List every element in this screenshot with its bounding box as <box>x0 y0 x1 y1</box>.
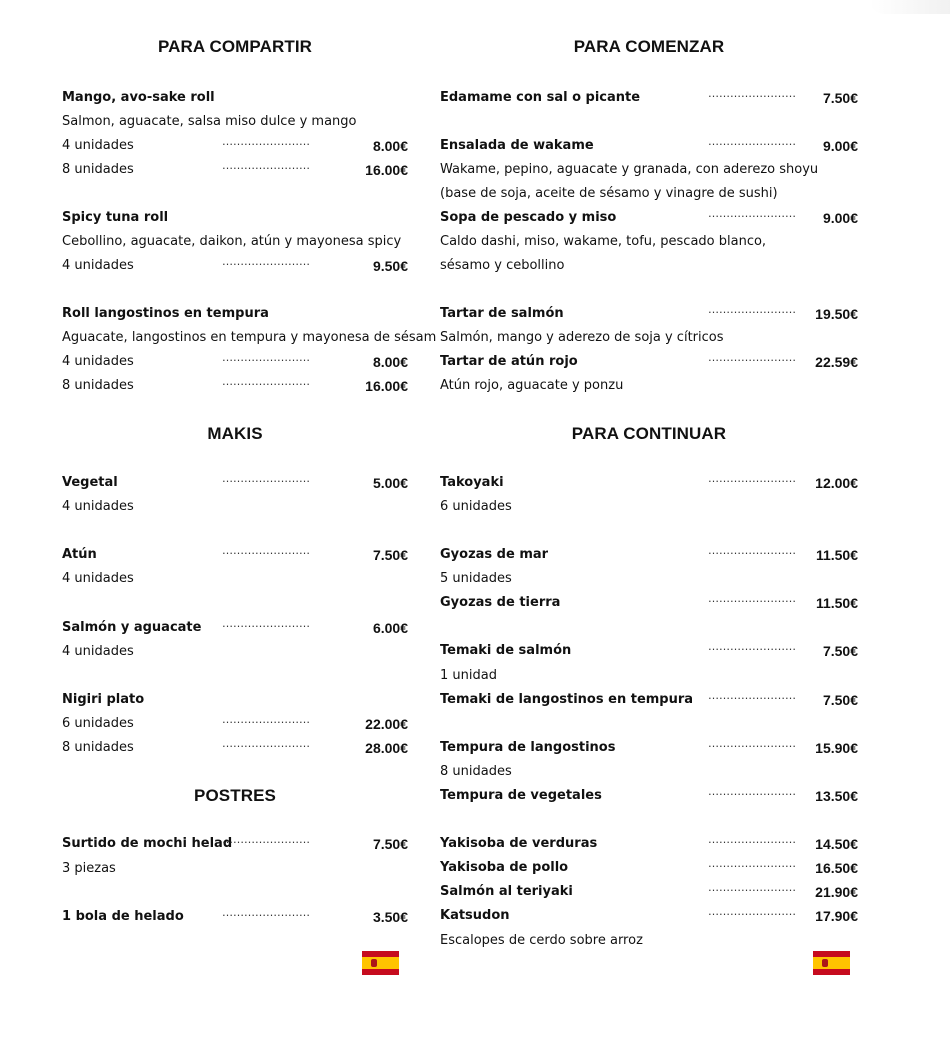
item-price: 21.90€ <box>815 884 858 900</box>
dot-leader: …………………… <box>708 351 796 364</box>
dot-leader: …………………… <box>222 135 310 148</box>
item-units: 6 unidades <box>440 499 512 514</box>
variant-units: 6 unidades <box>62 716 134 731</box>
item-variant <box>62 256 408 276</box>
item-price: 16.50€ <box>815 860 858 876</box>
item-name: Vegetal <box>62 475 118 490</box>
page-corner-shadow <box>870 0 950 14</box>
item-tartar-salmon <box>440 304 858 324</box>
item-price: 16.00€ <box>365 378 408 394</box>
variant-units: 8 unidades <box>62 162 134 177</box>
item-price: 7.50€ <box>822 90 858 106</box>
item-units: 8 unidades <box>440 764 512 779</box>
item-tempura-langostinos <box>440 738 858 758</box>
dot-leader: …………………… <box>708 905 796 918</box>
right-column <box>440 0 858 1056</box>
item-description: Atún rojo, aguacate y ponzu <box>440 378 624 393</box>
item-variant <box>62 714 408 734</box>
dot-leader: …………………… <box>708 303 796 316</box>
variant-units: 4 unidades <box>62 354 134 369</box>
item-price: 19.50€ <box>815 306 858 322</box>
dot-leader: …………………… <box>708 544 796 557</box>
item-description: Caldo dashi, miso, wakame, tofu, pescado blanco, <box>440 234 767 249</box>
dot-leader: …………………… <box>222 375 310 388</box>
variant-units: 8 unidades <box>62 378 134 393</box>
item-sopa-miso <box>440 208 858 228</box>
item-name: Temaki de langostinos en tempura <box>440 692 694 707</box>
item-name: Edamame con sal o picante <box>440 90 641 105</box>
dot-leader: …………………… <box>708 785 796 798</box>
item-name: Yakisoba de pollo <box>440 860 569 875</box>
dot-leader: …………………… <box>708 135 796 148</box>
item-variant <box>62 160 408 180</box>
item-price: 8.00€ <box>372 354 408 370</box>
dot-leader: …………………… <box>708 857 796 870</box>
item-maki-vegetal <box>62 473 408 493</box>
item-takoyaki <box>440 473 858 493</box>
left-column <box>62 0 437 1056</box>
item-units: 4 unidades <box>62 644 134 659</box>
spanish-flag-icon <box>362 951 399 975</box>
spanish-flag-icon <box>813 951 850 975</box>
item-price: 5.00€ <box>372 475 408 491</box>
dot-leader: …………………… <box>222 159 310 172</box>
dot-leader: …………………… <box>222 906 310 919</box>
item-price: 13.50€ <box>815 788 858 804</box>
heading-postres: POSTRES <box>194 786 276 805</box>
item-price: 6.00€ <box>372 620 408 636</box>
item-name: Roll langostinos en tempura <box>62 306 269 321</box>
item-name: Surtido de mochi helad <box>62 836 233 851</box>
dot-leader: …………………… <box>708 833 796 846</box>
item-description: sésamo y cebollino <box>440 258 565 273</box>
item-price: 22.59€ <box>815 354 858 370</box>
item-name: Tartar de salmón <box>440 306 564 321</box>
item-gyozas-mar <box>440 545 858 565</box>
item-units: 4 unidades <box>62 571 134 586</box>
item-price: 7.50€ <box>372 836 408 852</box>
item-name: Atún <box>62 547 97 562</box>
item-units: 3 piezas <box>62 861 116 876</box>
item-nigiri-plato <box>62 690 408 710</box>
item-price: 7.50€ <box>822 643 858 659</box>
item-price: 7.50€ <box>822 692 858 708</box>
item-price: 8.00€ <box>372 138 408 154</box>
dot-leader: …………………… <box>222 713 310 726</box>
item-units: 1 unidad <box>440 668 497 683</box>
item-price: 12.00€ <box>815 475 858 491</box>
variant-units: 8 unidades <box>62 740 134 755</box>
item-ensalada-wakame <box>440 136 858 156</box>
item-name: Tempura de langostinos <box>440 740 616 755</box>
dot-leader: …………………… <box>222 472 310 485</box>
dot-leader: …………………… <box>222 544 310 557</box>
item-price: 7.50€ <box>372 547 408 563</box>
variant-units: 4 unidades <box>62 258 134 273</box>
item-name: Yakisoba de verduras <box>440 836 598 851</box>
heading-para-continuar: PARA CONTINUAR <box>571 424 727 443</box>
dot-leader: …………………… <box>708 87 796 100</box>
item-price: 3.50€ <box>372 909 408 925</box>
item-edamame <box>440 88 858 108</box>
item-helado <box>62 907 408 927</box>
item-name: Sopa de pescado y miso <box>440 210 617 225</box>
item-temaki-salmon <box>440 641 858 661</box>
item-yakisoba-verduras <box>440 834 858 854</box>
item-maki-salmon-aguacate <box>62 618 408 638</box>
dot-leader: …………………… <box>708 640 796 653</box>
item-tempura-vegetales <box>440 786 858 806</box>
item-description: Escalopes de cerdo sobre arroz <box>440 933 643 948</box>
item-name: Salmón al teriyaki <box>440 884 573 899</box>
item-roll-langostinos <box>62 304 408 324</box>
item-mochi <box>62 834 408 854</box>
item-description: Aguacate, langostinos en tempura y mayonesa de sésam <box>62 330 437 345</box>
dot-leader: …………………… <box>708 207 796 220</box>
item-description: Salmón, mango y aderezo de soja y cítricos <box>440 330 724 345</box>
item-gyozas-tierra <box>440 593 858 613</box>
item-name: Gyozas de mar <box>440 547 549 562</box>
item-variant <box>62 376 408 396</box>
item-variant <box>62 738 408 758</box>
item-name: Salmón y aguacate <box>62 620 202 635</box>
item-units: 4 unidades <box>62 499 134 514</box>
item-katsudon <box>440 906 858 926</box>
item-price: 9.00€ <box>822 210 858 226</box>
item-price: 16.00€ <box>365 162 408 178</box>
item-name: Nigiri plato <box>62 692 145 707</box>
item-units: 5 unidades <box>440 571 512 586</box>
item-name: Ensalada de wakame <box>440 138 594 153</box>
dot-leader: …………………… <box>222 737 310 750</box>
item-name: Spicy tuna roll <box>62 210 169 225</box>
item-name: Takoyaki <box>440 475 504 490</box>
dot-leader: …………………… <box>708 592 796 605</box>
item-temaki-langostinos <box>440 690 858 710</box>
item-spicy-tuna-roll <box>62 208 408 228</box>
item-name: 1 bola de helado <box>62 909 184 924</box>
item-name: Gyozas de tierra <box>440 595 561 610</box>
item-price: 17.90€ <box>815 908 858 924</box>
item-price: 11.50€ <box>815 547 858 563</box>
item-description: Salmon, aguacate, salsa miso dulce y mango <box>62 114 357 129</box>
item-description: (base de soja, aceite de sésamo y vinagre de sushi) <box>440 186 778 201</box>
item-price: 22.00€ <box>365 716 408 732</box>
dot-leader: …………………… <box>222 617 310 630</box>
item-yakisoba-pollo <box>440 858 858 878</box>
item-salmon-teriyaki <box>440 882 858 902</box>
variant-units: 4 unidades <box>62 138 134 153</box>
item-tartar-atun <box>440 352 858 372</box>
item-description: Wakame, pepino, aguacate y granada, con aderezo shoyu <box>440 162 819 177</box>
dot-leader: …………………… <box>222 351 310 364</box>
item-name: Mango, avo-sake roll <box>62 90 215 105</box>
dot-leader: …………………… <box>708 472 796 485</box>
dot-leader: …………………… <box>708 689 796 702</box>
item-mango-roll <box>62 88 408 108</box>
item-price: 11.50€ <box>815 595 858 611</box>
item-description: Cebollino, aguacate, daikon, atún y mayonesa spicy <box>62 234 402 249</box>
item-price: 28.00€ <box>365 740 408 756</box>
item-price: 14.50€ <box>815 836 858 852</box>
dot-leader: …………………… <box>708 881 796 894</box>
dot-leader: …………………… <box>222 255 310 268</box>
item-price: 15.90€ <box>815 740 858 756</box>
item-name: Temaki de salmón <box>440 643 572 658</box>
item-name: Katsudon <box>440 908 510 923</box>
item-name: Tempura de vegetales <box>440 788 602 803</box>
heading-para-compartir: PARA COMPARTIR <box>157 37 313 56</box>
item-maki-atun <box>62 545 408 565</box>
heading-para-comenzar: PARA COMENZAR <box>573 37 725 56</box>
item-price: 9.50€ <box>372 258 408 274</box>
item-variant <box>62 136 408 156</box>
item-price: 9.00€ <box>822 138 858 154</box>
dot-leader: …………………… <box>222 833 310 846</box>
heading-makis: MAKIS <box>207 424 263 443</box>
item-variant <box>62 352 408 372</box>
item-name: Tartar de atún rojo <box>440 354 578 369</box>
dot-leader: …………………… <box>708 737 796 750</box>
